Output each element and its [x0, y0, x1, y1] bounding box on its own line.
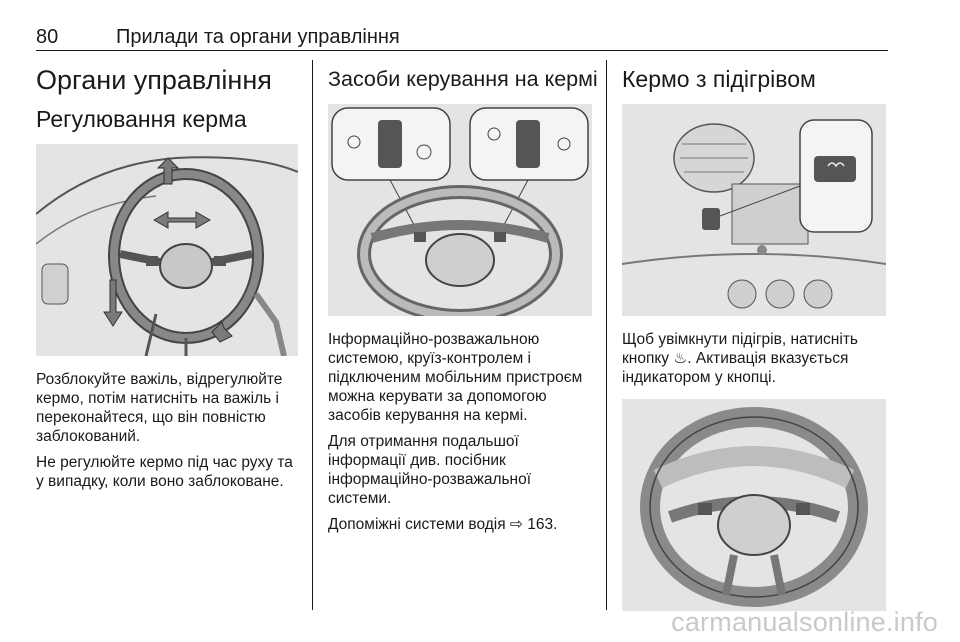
column-divider-1: [312, 60, 313, 610]
paragraph-heated-wheel-instructions: Щоб увімкнути підігрів, натисніть кнопку ♨. Активація вказується індикатором у кнопці.: [622, 331, 858, 386]
section-title-wheel-controls: Засоби керування на кермі: [328, 67, 598, 91]
column-heated-steering-wheel: [622, 56, 888, 611]
watermark: carmanualsonline.info: [671, 607, 938, 637]
page-number: 80: [36, 26, 59, 48]
column-controls-overview: [36, 56, 298, 498]
running-title: Прилади та органи управління: [116, 26, 400, 48]
paragraph-infotainment-reference: Для отримання подальшої інформації див. посібник інформаційно-розважальної системи.: [328, 433, 532, 507]
column-steering-wheel-controls: [328, 56, 598, 541]
paragraph-adjust-instructions: Розблокуйте важіль, відрегулюйте кермо, потім натисніть на важіль і переконайтеся, що він повністю заблокований.: [36, 371, 283, 445]
paragraph-wheel-controls-info: Інформаційно-розважальною системою, круїз-контролем і підключеним мобільним пристроєм можна керувати за допомогою засобів керування на кермі.: [328, 331, 583, 424]
heated-wheel-illustration: [622, 399, 886, 611]
subsection-title-steering-adjustment: Регулювання керма: [36, 106, 247, 132]
paragraph-driver-assistance-reference: Допоміжні системи водія ⇨ 163.: [328, 516, 558, 533]
paragraph-adjust-warning: Не регулюйте кермо під час руху та у випадку, коли воно заблоковане.: [36, 454, 293, 490]
heated-wheel-button-illustration: [622, 104, 886, 316]
steering-adjustment-illustration: [36, 144, 298, 356]
section-title-controls: Органи управління: [36, 65, 272, 95]
page-header: [36, 24, 888, 51]
column-divider-2: [606, 60, 607, 610]
wheel-controls-illustration: [328, 104, 592, 316]
section-title-heated-wheel: Кермо з підігрівом: [622, 66, 816, 92]
